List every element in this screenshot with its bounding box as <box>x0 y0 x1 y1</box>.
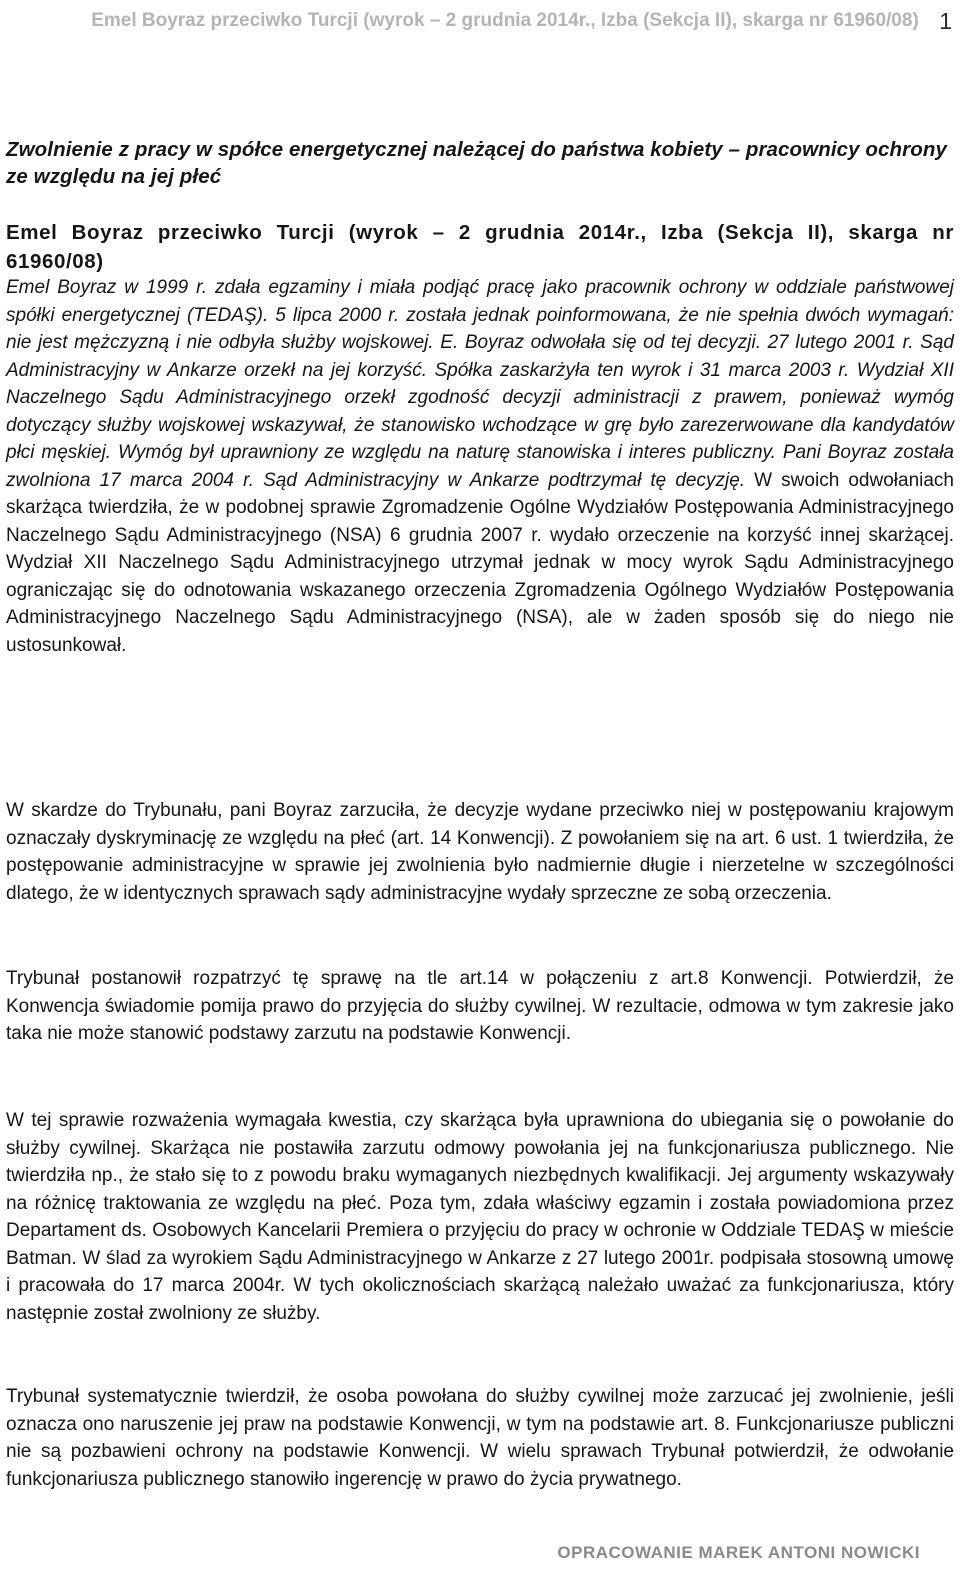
paragraph-court-decision: Trybunał postanowił rozpatrzyć tę sprawę na tle art.14 w połączeniu z art.8 Konwencji. Potwierdził, że Konwencja świadomie pomija prawo do przyjęcia do służby cywilnej. W rezultacie, odmowa w tym zakresie jako taka nie może stanowić podstawy zarzutu na podstawie Konwencji. <box>6 968 954 1044</box>
paragraph-complaint: W skardze do Trybunału, pani Boyraz zarzuciła, że decyzje wydane przeciwko niej w postępowaniu krajowym oznaczały dyskryminację ze względu na płeć (art. 14 Konwencji). Z powołaniem się na art. 6 ust. 1 twierdziła, że postępowanie administracyjne w sprawie jej zwolnienia było nadmiernie długie i nierzetelne w szczególności dlatego, że w identycznych sprawach sądy administracyjne wydały sprzeczne ze sobą orzeczenia. <box>6 800 954 904</box>
facts-regular-text: W swoich odwołaniach skarżąca twierdziła, że w podobnej sprawie Zgromadzenie Ogólne Wydziałów Postępowania Administracyjnego Naczelnego Sądu Administracyjnego (NSA) 6 grudnia 2007 r. wydało orzeczenie na korzyść innej skarżącej. Wydział XII Naczelnego Sądu Administracyjnego utrzymał jednak w mocy wyrok Sądu Administracyjnego ograniczając się do odnotowania wskazanego orzeczenia Zgromadzenia Ogólnego Wydziałów Postępowania Administracyjnego Naczelnego Sądu Administracyjnego (NSA), ale w żaden sposób się do niego nie ustosunkował. <box>6 469 954 656</box>
running-header: Emel Boyraz przeciwko Turcji (wyrok – 2 grudnia 2014r., Izba (Sekcja II), skarga nr 61960/08) <box>91 10 919 31</box>
case-subtitle: Emel Boyraz przeciwko Turcji (wyrok – 2 grudnia 2014r., Izba (Sekcja II), skarga nr 61960/08) <box>6 221 954 273</box>
page-number: 1 <box>939 8 952 34</box>
facts-italic-text: Emel Boyraz w 1999 r. zdała egzaminy i miała podjąć pracę jako pracownik ochrony w oddziale państwowej spółki energetycznej (TEDAŞ). 5 lipca 2000 r. została jednak poinformowana, że nie spełnia dwóch wymagań: nie jest mężczyzną i nie odbyła służby wojskowej. E. Boyraz odwołała się od tej decyzji. 27 lutego 2001 r. Sąd Administracyjny w Ankarze orzekł na jej korzyść. Spółka zaskarżyła ten wyrok i 31 marca 2003 r. Wydział XII Naczelnego Sądu Administracyjnego orzekł zgodność decyzji administracji z prawem, ponieważ wymóg dotyczący służby wojskowej wskazywał, że stanowisko wchodzące w grę było zarezerwowane dla kandydatów płci męskiej. Wymóg był uprawniony ze względu na naturę stanowiska i interes publiczny. Pani Boyraz została zwolniona 17 marca 2004 r. Sąd Administracyjny w Ankarze podtrzymał tę decyzję. <box>6 277 954 491</box>
paragraph-case-law: Trybunał systematycznie twierdził, że osoba powołana do służby cywilnej może zarzucać jej zwolnienie, jeśli oznacza ono naruszenie jej praw na podstawie Konwencji, w tym na podstawie art. 8. Funkcjonariusze publiczni nie są pozbawieni ochrony na podstawie Konwencji. W wielu sprawach Trybunał potwierdził, że odwołanie funkcjonariusza publicznego stanowiło ingerencję w prawo do życia prywatnego. <box>6 1386 954 1490</box>
footer-author: OPRACOWANIE MAREK ANTONI NOWICKI <box>557 1543 920 1562</box>
paragraph-facts <box>6 274 954 659</box>
paragraph-assessment: W tej sprawie rozważenia wymagała kwestia, czy skarżąca była uprawniona do ubiegania się o powołanie do służby cywilnej. Skarżąca nie postawiła zarzutu odmowy powołania jej na funkcjonariusza publicznego. Nie twierdziła np., że stało się to z powodu braku wymaganych niezbędnych kwalifikacji. Jej argumenty wskazywały na różnicę traktowania ze względu na płeć. Poza tym, zdała właściwy egzamin i została powiadomiona przez Departament ds. Osobowych Kancelarii Premiera o przyjęciu do pracy w ochronie w Oddziale TEDAŞ w mieście Batman. W ślad za wyrokiem Sądu Administracyjnego w Ankarze z 27 lutego 2001r. podpisała stosowną umowę i pracowała do 17 marca 2004r. W tych okolicznościach skarżącą należało uważać za funkcjonariusza, który następnie został zwolniony ze służby. <box>6 1110 954 1324</box>
document-title: Zwolnienie z pracy w spółce energetycznej należącej do państwa kobiety – pracownicy ochrony ze względu na jej płeć <box>6 138 947 188</box>
